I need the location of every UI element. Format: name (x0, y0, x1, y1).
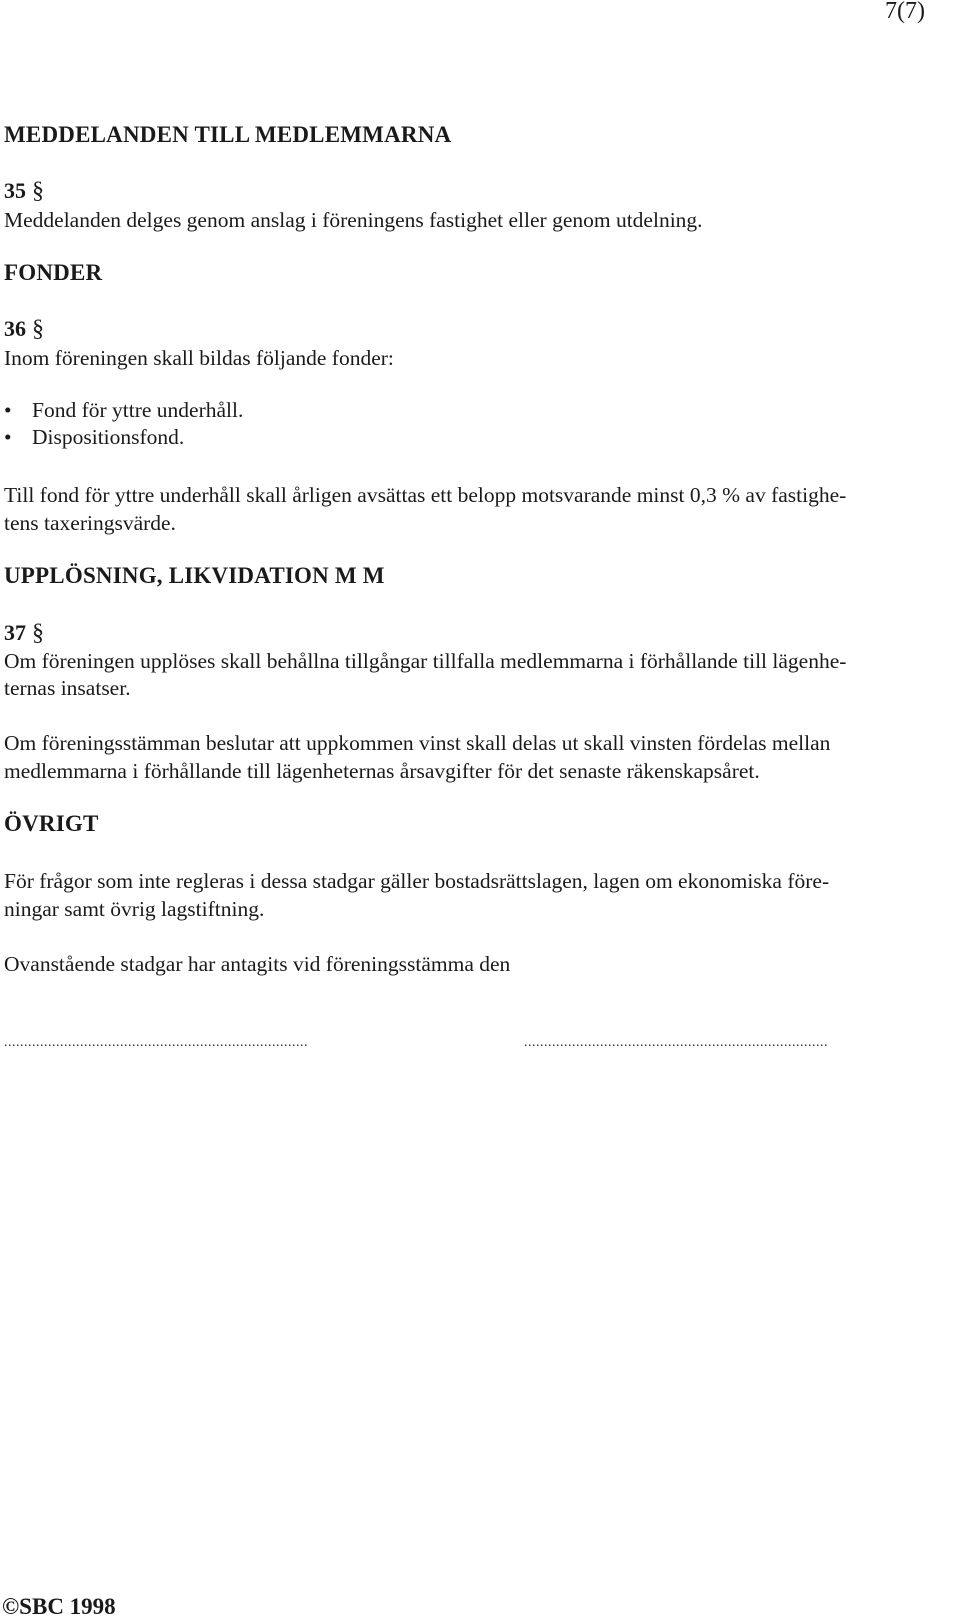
paragraph-upplosning-1-line2: ternas insatser. (4, 676, 131, 700)
heading-ovrigt: ÖVRIGT (4, 811, 99, 836)
heading-fonder: FONDER (4, 260, 103, 285)
paragraph-fonder-line1: Till fond för yttre underhåll skall årligen avsättas ett belopp motsvarande minst 0,3 % av fastighe- (4, 483, 847, 507)
paragraph-ovrigt-1-line2: ningar samt övrig lagstiftning. (4, 897, 265, 921)
signature-line-left: ............................................................................ (4, 1035, 308, 1050)
list-item (4, 398, 243, 423)
section-sign-icon: § (32, 178, 44, 204)
heading-upplosning: UPPLÖSNING, LIKVIDATION M M (4, 563, 385, 588)
signature-line-right: ............................................................................ (524, 1035, 828, 1050)
bullet-icon: • (4, 425, 12, 449)
paragraph-upplosning-2-line1: Om föreningsstämman beslutar att uppkommen vinst skall delas ut skall vinsten fördelas mellan (4, 731, 831, 755)
paragraph-meddelanden: Meddelanden delges genom anslag i föreningens fastighet eller genom utdelning. (4, 208, 703, 232)
copyright-footer: ©SBC 1998 (2, 1594, 116, 1619)
section-number-35 (4, 178, 44, 205)
paragraph-fonder-line2: tens taxeringsvärde. (4, 511, 176, 535)
section-number-value: 37 (4, 620, 26, 645)
section-sign-icon: § (32, 620, 44, 646)
section-sign-icon: § (32, 316, 44, 342)
paragraph-fonder-intro: Inom föreningen skall bildas följande fonder: (4, 346, 394, 370)
paragraph-ovrigt-1-line1: För frågor som inte regleras i dessa stadgar gäller bostadsrättslagen, lagen om ekonomiska före- (4, 869, 830, 893)
heading-meddelanden: MEDDELANDEN TILL MEDLEMMARNA (4, 122, 452, 147)
section-number-36 (4, 316, 44, 343)
section-number-37 (4, 620, 44, 647)
paragraph-upplosning-1-line1: Om föreningen upplöses skall behållna tillgångar tillfalla medlemmarna i förhållande till lägenhe- (4, 649, 847, 673)
section-number-value: 36 (4, 316, 26, 341)
paragraph-upplosning-2-line2: medlemmarna i förhållande till lägenheternas årsavgifter för det senaste räkenskapsåret. (4, 759, 760, 783)
list-item-text: Fond för yttre underhåll. (32, 398, 244, 422)
page-number: 7(7) (885, 0, 925, 24)
bullet-icon: • (4, 398, 12, 422)
list-item (4, 425, 184, 450)
paragraph-ovrigt-2: Ovanstående stadgar har antagits vid föreningsstämma den (4, 952, 511, 976)
list-item-text: Dispositionsfond. (32, 425, 185, 449)
section-number-value: 35 (4, 178, 26, 203)
